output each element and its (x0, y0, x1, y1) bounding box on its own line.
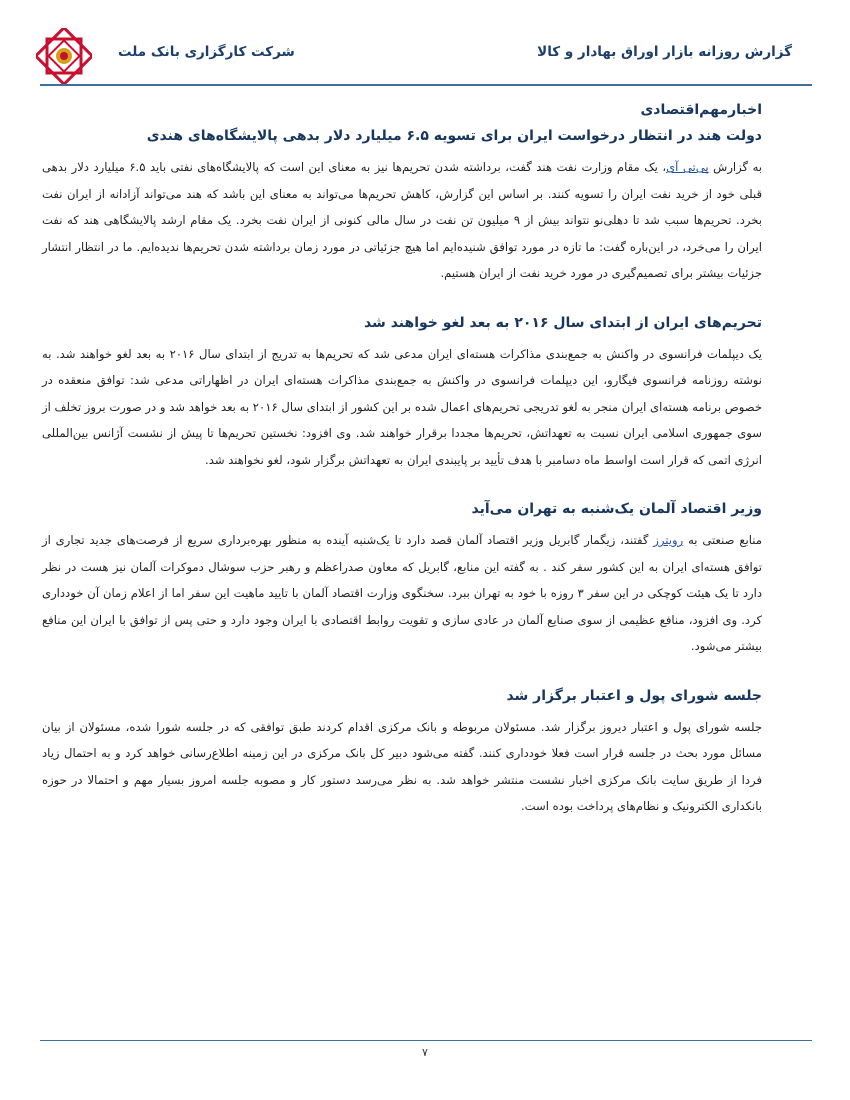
article-body (42, 714, 762, 820)
bank-mellat-logo-icon (36, 28, 92, 84)
article-india-oil (42, 126, 762, 287)
header-divider (40, 84, 812, 86)
article-sanctions-2016 (42, 313, 762, 474)
report-title: گزارش روزانه بازار اوراق بهادار و کالا (537, 44, 792, 60)
article-german-minister (42, 499, 762, 660)
article-title: تحریم‌های ایران از ابتدای سال ۲۰۱۶ به بعد لغو خواهند شد (363, 314, 762, 331)
article-title: دولت هند در انتظار درخواست ایران برای تسویه ۶.۵ میلیارد دلار بدهی پالایشگاه‌های هندی (146, 128, 762, 144)
article-text: یک دیپلمات فرانسوی در واکنش به جمع‌بندی مذاکرات هسته‌ای ایران مدعی شد که تحریم‌ها به تدریج از ابتدای سال ۲۰۱۶ به بعد لغو خواهند شد. به نوشته روزنامه فرانسوی فیگارو، این دیپلمات فرانسوی در واکنش به جمع‌بندی مذاکرات هسته‌ای ایران در اظهاراتی مدعی شد: توافق منعقده در خصوص برنامه هسته‌ای ایران منجر به لغو تدریجی تحریم‌های اعمال شده بر این کشور از ابتدای سال ۲۰۱۶ به بعد خواهد شد و در صورت بروز تخلف از سوی جمهوری اسلامی ایران نسبت به تعهداتش، تحریم‌ها مجددا برقرار خواهند شد. وی افزود: نخستین تحریم‌ها تا پیش از نشست آژانس بین‌المللی انرژی اتمی که قرار است اواسط ماه دسامبر با هدف تأیید بر پایبندی ایران به تعهداتش برگزار شود، لغو نخواهند شد. (42, 346, 763, 467)
article-body (42, 341, 762, 474)
page-number: ۷ (422, 1046, 428, 1059)
footer-divider (40, 1040, 812, 1041)
article-text: ، یک مقام وزارت نفت هند گفت، برداشته شدن تحریم‌ها نیز به معنای این است که پالایشگاه‌های نفتی باید ۶.۵ میلیارد دلار بدهی قبلی خود از خرید نفت ایران را تسویه کنند. بر اساس این گزارش، کاهش تحریم‌ها می‌تواند به معنای این باشد که هند می‌تواند آزادانه از ایران نفت بخرد. تحریم‌ها سبب شد تا دهلی‌نو نتواند بیش از ۹ میلیون تن نفت در سال مالی کنونی از ایران نفت بخرد. یک مقام ارشد پالایشگاهی هند که نفت ایران را می‌خرد، در این‌باره گفت: ما تازه در مورد توافق شنیده‌ایم اما هیچ جزئیاتی در مورد زمان برداشته شدن تحریم‌ها ندیده‌ایم. ما در انتظار انتشار جزئیات بیشتر برای تصمیم‌گیری در مورد خرید نفت از ایران هستیم. (42, 160, 762, 280)
article-money-credit-council (42, 686, 762, 820)
source-link-pti[interactable]: پی‌تی آی (666, 160, 709, 174)
main-content (42, 100, 762, 846)
article-text: منابع صنعتی به (683, 533, 762, 547)
page-header (0, 0, 850, 92)
section-label: اخبارمهم‌اقتصادی (640, 102, 762, 118)
article-body (42, 527, 762, 660)
article-body (42, 154, 762, 287)
article-text: گفتند، زیگمار گابریل وزیر اقتصاد آلمان قصد دارد تا یک‌شنبه آینده به منظور بهره‌برداری سریع از فرصت‌های جدید تجاری از توافق هسته‌ای ایران به این کشور سفر کند . به گفته این منابع، گابریل که معاون صدراعظم و رهبر حزب سوشال دموکرات آلمان نیز هست در نظر دارد تا یک هیئت کوچکی در این سفر ۳ روزه با خود به تهران ببرد. سخنگوی وزارت اقتصاد آلمان با تایید ماهیت این سفر اما از اعلام زمان آن خودداری کرد. وی افزود، منافع عظیمی از سوی صنایع آلمان در عادی سازی و تقویت روابط اقتصادی با ایران وجود دارد و حتی پس از توافق با ایران این منافع بیشتر می‌شود. (42, 533, 762, 653)
source-link-reuters[interactable]: رویترز (653, 533, 684, 547)
article-text: جلسه شورای پول و اعتبار دیروز برگزار شد. مسئولان مربوطه و بانک مرکزی اقدام کردند طبق توافقی که در جلسه شورا شده، مسئولان از بیان مسائل مورد بحث در جلسه قرار است فعلا خودداری کنند. گفته می‌شود دبیر کل بانک مرکزی در این زمینه اطلاع‌رسانی خواهد کرد و به احتمال زیاد فردا از طریق سایت بانک مرکزی اخبار نشست منتشر خواهد شد. به نظر می‌رسد دستور کار و مصوبه جلسه امروز بسیار مهم و احتمالا در حوزه بانکداری الکترونیک و نظام‌های پرداخت بوده است. (42, 719, 762, 813)
company-name: شرکت کارگزاری بانک ملت (118, 44, 295, 60)
article-title: وزیر اقتصاد آلمان یک‌شنبه به تهران می‌آید (471, 501, 762, 517)
article-title: جلسه شورای پول و اعتبار برگزار شد (506, 687, 762, 704)
article-text: به گزارش (708, 160, 763, 174)
